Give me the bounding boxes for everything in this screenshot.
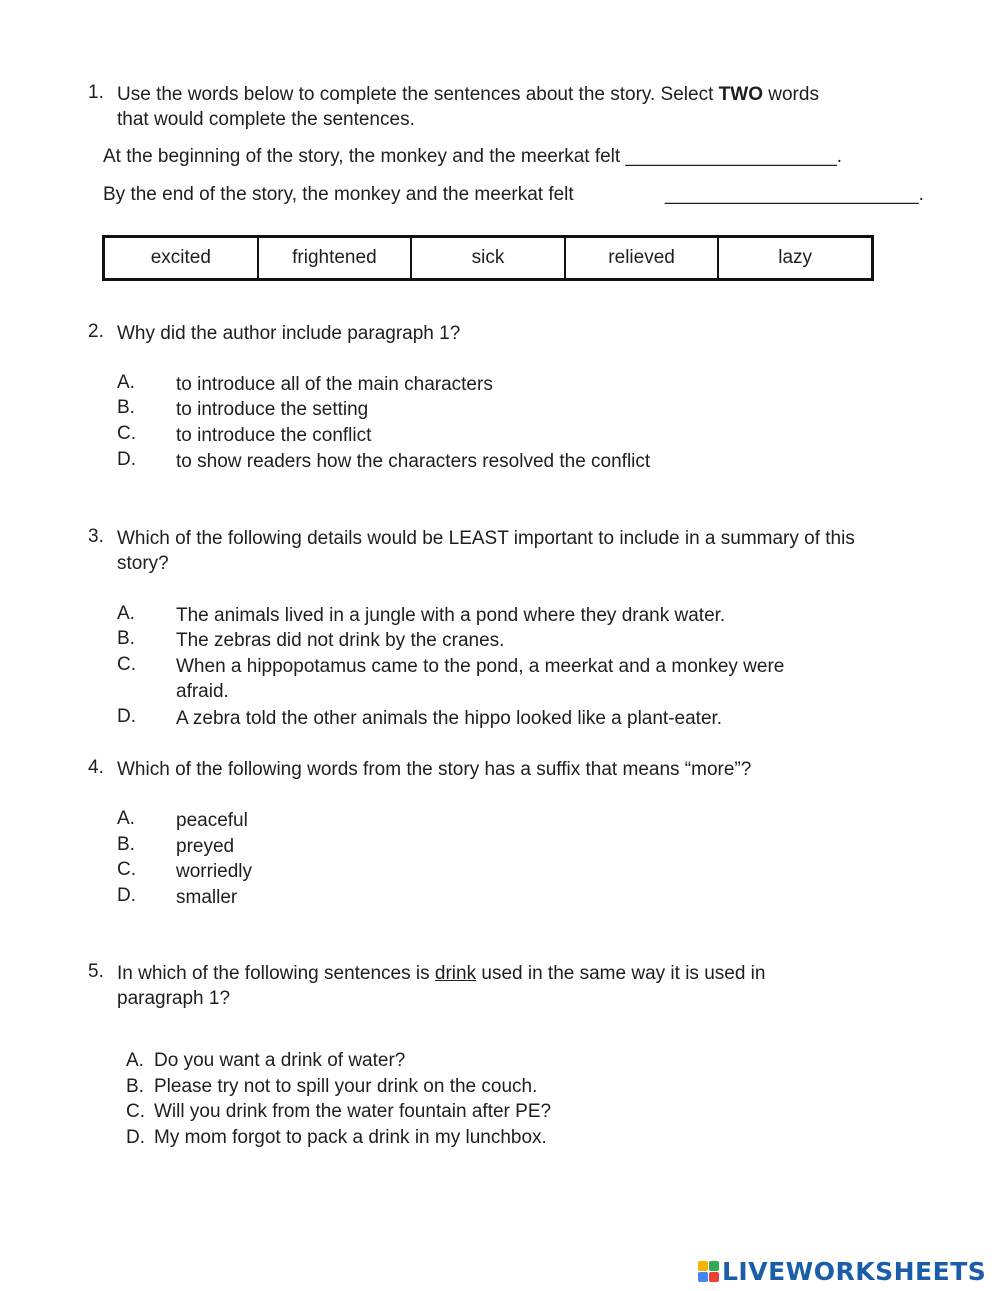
question-2-number: 2. [88,321,104,342]
question-3-prompt-line2: story? [117,553,169,574]
question-3-number: 3. [88,526,104,547]
option-letter: B. [117,834,135,855]
option-text[interactable]: Do you want a drink of water? [154,1050,406,1071]
option-text[interactable]: worriedly [176,861,253,882]
word-bank-cell: relieved [566,238,720,278]
question-1-sentence-2: By the end of the story, the monkey and the meerkat felt [103,184,574,205]
question-5-prompt-underlined-word: drink [434,963,477,984]
question-5-number: 5. [88,961,104,982]
option-text[interactable]: to show readers how the characters resolved the conflict [176,451,651,472]
option-text[interactable]: to introduce the setting [176,399,369,420]
option-text[interactable]: to introduce the conflict [176,425,372,446]
question-2-prompt: Why did the author include paragraph 1? [117,323,461,344]
question-5-prompt-line2: paragraph 1? [117,988,231,1009]
option-letter: B. [117,397,135,418]
word-bank [102,235,874,281]
logo-block [698,1261,708,1271]
question-3-prompt-line1: Which of the following details would be LEAST important to include in a summary of this [117,528,855,549]
option-text[interactable]: Please try not to spill your drink on the couch. [154,1076,538,1097]
option-letter: A. [117,372,135,393]
question-1-prompt-emphasis: TWO [718,84,763,105]
option-letter: D. [117,449,136,470]
question-4-number: 4. [88,757,104,778]
question-1-number: 1. [88,82,104,103]
question-5-prompt [117,961,937,1011]
question-1-sentence-1: At the beginning of the story, the monkey and the meerkat felt ____________________. [103,146,843,167]
option-text[interactable]: The animals lived in a jungle with a pond where they drank water. [176,605,726,626]
option-letter: A. [126,1050,144,1071]
option-text[interactable]: The zebras did not drink by the cranes. [176,630,505,651]
word-bank-cell: sick [412,238,566,278]
option-letter: D. [117,885,136,906]
option-letter: C. [117,423,136,444]
option-text-line1: When a hippopotamus came to the pond, a meerkat and a monkey were [176,656,785,677]
question-5-prompt-text: In which of the following sentences is [117,963,435,984]
option-text[interactable]: A zebra told the other animals the hippo looked like a plant-eater. [176,708,723,729]
logo-text: LIVEWORKSHEETS [722,1256,987,1286]
word-bank-cell: excited [105,238,259,278]
word-bank-cell: lazy [778,247,813,268]
option-letter: C. [126,1101,145,1122]
option-letter: C. [117,859,136,880]
question-1-sentence-2-blank[interactable]: ________________________. [665,184,924,205]
option-letter: A. [117,603,135,624]
option-text-line2: afraid. [176,681,229,702]
option-letter: B. [117,628,135,649]
logo-block [709,1272,719,1282]
question-1-prompt-text: Use the words below to complete the sentences about the story. Select [117,84,719,105]
option-text[interactable]: My mom forgot to pack a drink in my lunchbox. [154,1127,547,1148]
question-4-prompt: Which of the following words from the story has a suffix that means “more”? [117,759,752,780]
word-bank-cell: frightened [259,238,413,278]
option-text[interactable]: to introduce all of the main characters [176,374,493,395]
logo-block [698,1272,708,1282]
logo-blocks-icon [698,1261,719,1282]
logo-block [709,1261,719,1271]
option-text[interactable]: smaller [176,887,238,908]
option-text[interactable]: Will you drink from the water fountain after PE? [154,1101,552,1122]
option-letter: C. [117,654,136,675]
question-5-prompt-end: used in the same way it is used in [476,963,766,984]
question-1-prompt-line2: that would complete the sentences. [117,109,415,130]
option-text[interactable] [176,654,784,704]
option-letter: D. [117,706,136,727]
option-letter: D. [126,1127,145,1148]
option-letter: B. [126,1076,144,1097]
liveworksheets-logo [698,1256,986,1286]
question-3-prompt [117,526,977,576]
question-1-prompt [117,82,937,132]
option-text[interactable]: preyed [176,836,235,857]
option-text[interactable]: peaceful [176,810,248,831]
option-letter: A. [117,808,135,829]
question-1-prompt-end: words [762,84,819,105]
